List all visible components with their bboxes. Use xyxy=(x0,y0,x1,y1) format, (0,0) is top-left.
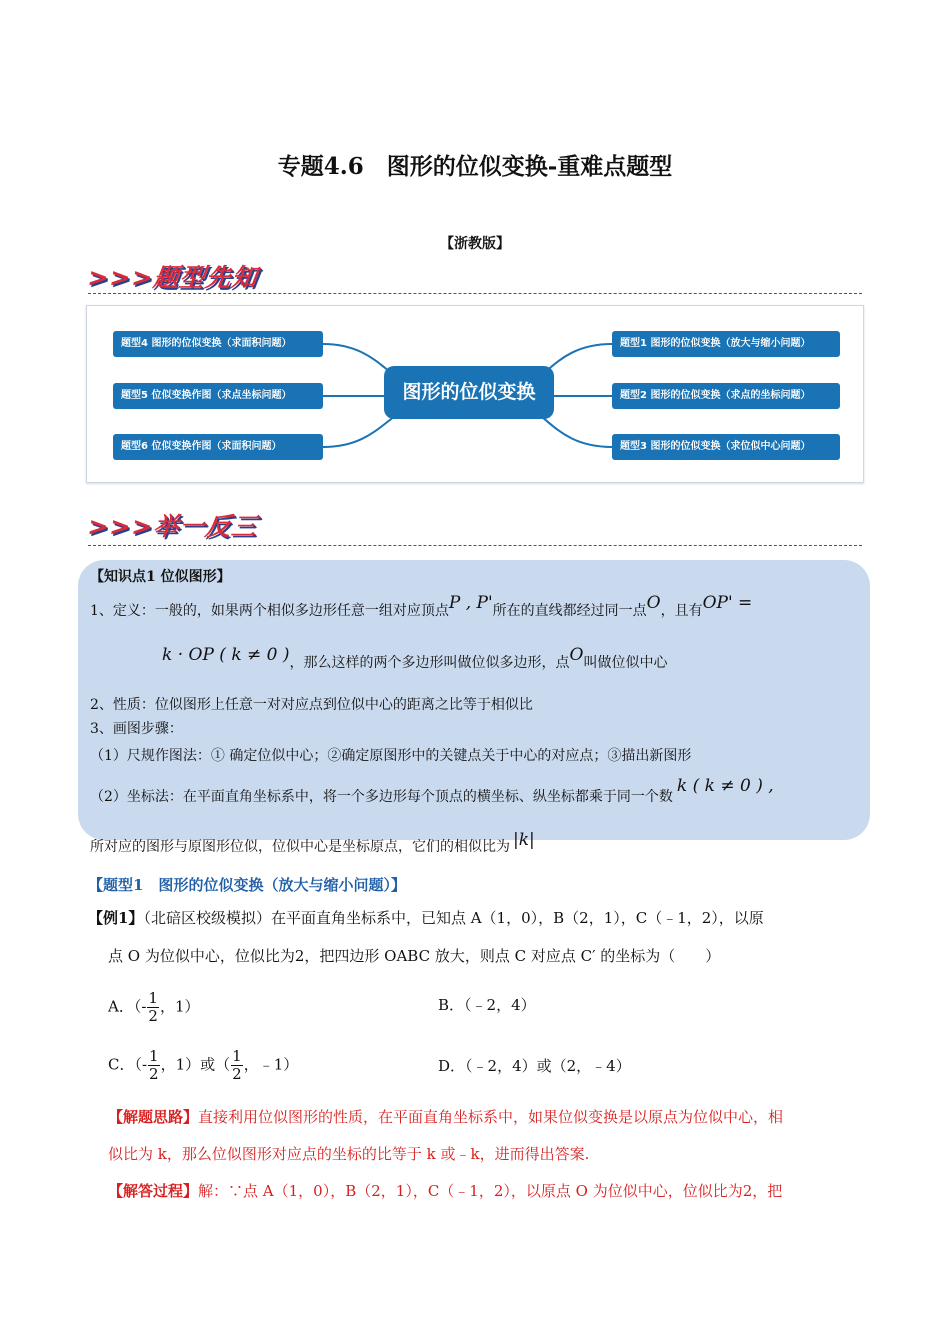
example1-line2: 点 O 为位似中心，位似比为2，把四边形 OABC 放大，则点 C 对应点 C′ 的坐标为（ ） xyxy=(108,947,721,965)
mind-map-node-type5: 题型5 位似变换作图（求点坐标问题） xyxy=(113,383,323,409)
step2-text: （2）坐标法：在平面直角坐标系中，将一个多边形每个顶点的横坐标、纵坐标都乘于同一个数 xyxy=(90,789,673,805)
definition-text-a: 1、定义：一般的，如果两个相似多边形任意一组对应顶点 xyxy=(90,603,449,619)
option-a xyxy=(108,990,200,1025)
solution-process-label: 【解答过程】 xyxy=(108,1182,199,1200)
steps-heading: 3、画图步骤： xyxy=(90,721,183,737)
option-c-mid: ，1）或（ xyxy=(160,1055,231,1074)
mind-map-center: 图形的位似变换 xyxy=(384,366,554,419)
step3-line xyxy=(90,830,535,857)
mind-map-node-type2: 题型2 图形的位似变换（求点的坐标问题） xyxy=(612,383,840,409)
type1-heading: 【题型1 图形的位似变换（放大与缩小问题）】 xyxy=(88,876,406,894)
solution-process-text1: 解：∵点 A（1，0），B（2，1），C（﹣1，2），以原点 O 为位似中心，位似比为2，把 xyxy=(198,1182,783,1200)
option-a-label: A．（- xyxy=(108,997,147,1016)
mind-map-node-type1: 题型1 图形的位似变换（放大与缩小问题） xyxy=(612,331,840,357)
page-title: 专题4.6 图形的位似变换-重难点题型 xyxy=(277,153,673,180)
definition-formula: k · OP ( k ≠ 0 ) xyxy=(162,645,290,665)
option-c-tail: ，﹣1） xyxy=(243,1055,299,1074)
definition2-text-a: ，那么这样的两个多边形叫做位似多边形，点 xyxy=(289,655,570,671)
definition-text-c: ，且有 xyxy=(660,603,703,619)
step3-k: |k| xyxy=(513,830,535,850)
property-line: 2、性质：位似图形上任意一对对应点到位似中心的距离之比等于相似比 xyxy=(90,697,533,713)
mind-map xyxy=(86,305,864,483)
option-a-fraction: $\frac{1}{2}$ xyxy=(148,989,158,1025)
definition2-center-o: O xyxy=(569,645,584,665)
knowledge-heading: 【知识点1 位似图形】 xyxy=(90,569,231,585)
option-c-fraction-2: $\frac{1}{2}$ xyxy=(232,1047,242,1083)
solution-idea-label: 【解题思路】 xyxy=(108,1108,199,1126)
solution-idea-text1: 直接利用位似图形的性质，在平面直角坐标系中，如果位似变换是以原点为位似中心，相 xyxy=(198,1108,784,1126)
definition-center-o: O xyxy=(646,593,661,613)
definition2-text-b: 叫做位似中心 xyxy=(583,655,668,671)
section-banner-preview: >>>题型先知 xyxy=(85,263,260,292)
option-a-tail: ，1） xyxy=(159,997,200,1016)
definition-op: OP' = xyxy=(702,593,753,613)
example1-label: 【例1】 xyxy=(88,909,144,927)
step2-line xyxy=(90,776,774,807)
example1-line1 xyxy=(88,907,764,929)
step1-line: （1）尺规作图法：① 确定位似中心；②确定原图形中的关键点关于中心的对应点；③描出新图形 xyxy=(90,748,692,764)
edition-label: 【浙教版】 xyxy=(440,236,510,252)
step2-k: k ( k ≠ 0 ) , xyxy=(676,776,774,796)
option-c-fraction-1: $\frac{1}{2}$ xyxy=(149,1047,159,1083)
mind-map-node-type6: 题型6 位似变换作图（求面积问题） xyxy=(113,434,323,460)
definition-line-2 xyxy=(162,645,668,673)
solution-idea-line1 xyxy=(108,1106,783,1128)
section-banner-practice: >>>举一反三 xyxy=(85,512,260,541)
definition-text-b: 所在的直线都经过同一点 xyxy=(492,603,647,619)
solution-process-line1 xyxy=(108,1180,782,1202)
dashed-divider xyxy=(88,293,862,294)
dashed-divider xyxy=(88,545,862,546)
mind-map-node-type3: 题型3 图形的位似变换（求位似中心问题） xyxy=(612,434,840,460)
option-c xyxy=(108,1048,298,1083)
definition-line xyxy=(90,593,753,621)
option-b: B．（﹣2，4） xyxy=(438,996,536,1014)
option-c-label: C．（- xyxy=(108,1055,148,1074)
solution-idea-line2: 似比为 k，那么位似图形对应点的坐标的比等于 k 或﹣k，进而得出答案. xyxy=(108,1145,590,1163)
mind-map-node-type4: 题型4 图形的位似变换（求面积问题） xyxy=(113,331,323,357)
option-d: D．（﹣2，4）或（2，﹣4） xyxy=(438,1057,631,1075)
example1-text1: （北碚区校级模拟）在平面直角坐标系中，已知点 A（1，0），B（2，1），C（﹣1，2），以原 xyxy=(143,909,764,927)
step3-text: 所对应的图形与原图形位似，位似中心是坐标原点，它们的相似比为 xyxy=(90,839,510,855)
definition-points: P , P' xyxy=(448,593,493,613)
